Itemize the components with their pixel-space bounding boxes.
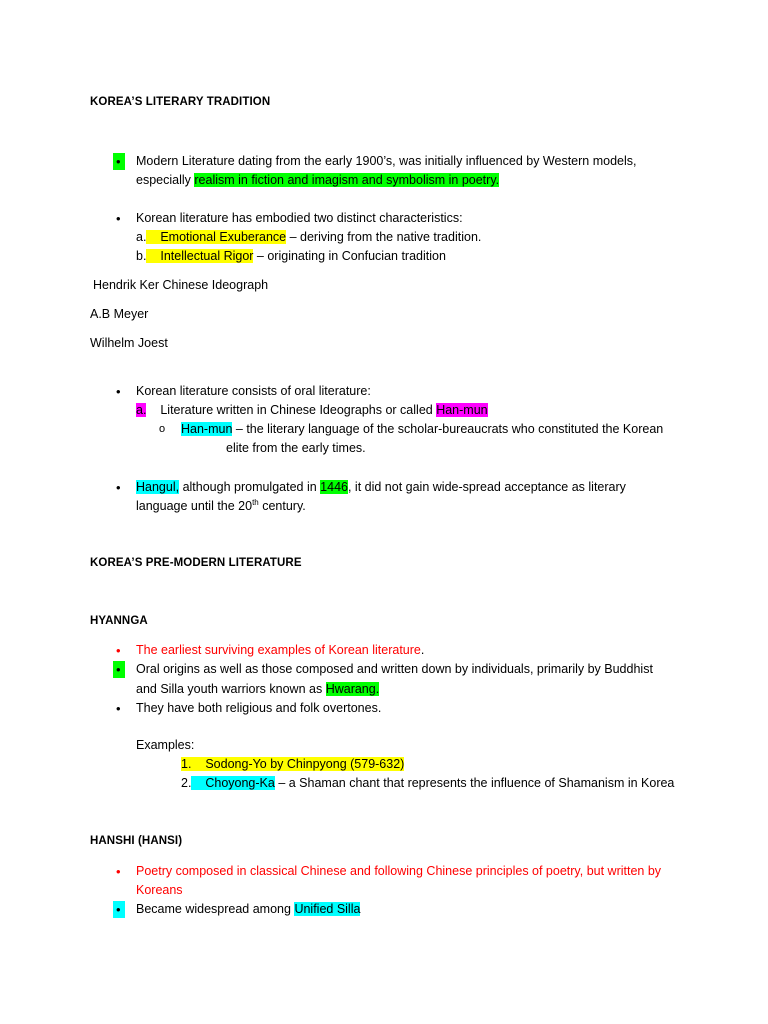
section-title-hyangga: HYANNGA [90,615,148,627]
section-title-hanshi: HANSHI (HANSI) [90,835,183,847]
characteristic-a: a. Emotional Exuberance – deriving from the native tradition. [136,230,482,244]
section-title-pre-modern: KOREA’S PRE-MODERN LITERATURE [90,557,302,569]
bullet-marker: • [116,211,121,226]
bullet-marker: • [113,901,125,918]
hanshi-bullet-2: Became widespread among Unified Silla [136,902,361,916]
name-line-1: Hendrik Ker Chinese Ideograph [93,278,269,292]
name-line-2: A.B Meyer [90,307,149,321]
hanshi-bullet-1-line-2: Koreans [136,883,183,897]
hyangga-bullet-1: The earliest surviving examples of Korean literature. [136,643,425,657]
bullet-3-line-1: Korean literature consists of oral literature: [136,384,371,398]
examples-label: Examples: [136,738,195,752]
bullet-4-line-2: language until the 20th century. [136,497,306,513]
bullet-marker: • [113,153,125,170]
han-mun-definition-line-2: elite from the early times. [226,441,366,455]
name-line-3: Wilhelm Joest [90,336,168,350]
hyangga-bullet-2-line-1: Oral origins as well as those composed and written down by individuals, primarily by Buddhist [136,662,653,676]
bullet-marker: • [116,701,121,716]
hanshi-bullet-1-line-1: Poetry composed in classical Chinese and following Chinese principles of poetry, but written by [136,864,662,878]
bullet-marker: • [116,384,121,399]
highlight-realism: realism in fiction and imagism and symbolism in poetry. [194,173,500,187]
highlight-han-mun: Han-mun [436,403,488,417]
bullet-2-line-1: Korean literature has embodied two distinct characteristics: [136,211,463,225]
characteristic-b: b. Intellectual Rigor – originating in Confucian tradition [136,249,446,263]
bullet-marker: • [113,661,125,678]
bullet-marker: • [116,480,121,495]
hyangga-bullet-3: They have both religious and folk overtones. [136,701,382,715]
bullet-marker: • [116,864,121,879]
sub-bullet-marker: o [159,423,166,435]
han-mun-definition-line-1: Han-mun – the literary language of the scholar-bureaucrats who constituted the Korean [181,422,664,436]
bullet-1-line-2: especially realism in fiction and imagism and symbolism in poetry. [136,173,500,187]
bullet-1-line-1: Modern Literature dating from the early 1900’s, was initially influenced by Western models, [136,154,637,168]
hyangga-bullet-2-line-2: and Silla youth warriors known as Hwarang. [136,682,380,696]
page-title: KOREA’S LITERARY TRADITION [90,96,271,108]
bullet-4-line-1: Hangul, although promulgated in 1446, it did not gain wide-spread acceptance as literary [136,480,626,494]
example-2: 2. Choyong-Ka – a Shaman chant that represents the influence of Shamanism in Korea [181,776,675,790]
bullet-marker: • [116,643,121,658]
example-1: 1. Sodong-Yo by Chinpyong (579-632) [181,757,405,771]
oral-literature-item-a: a. Literature written in Chinese Ideographs or called Han-mun [136,403,488,417]
